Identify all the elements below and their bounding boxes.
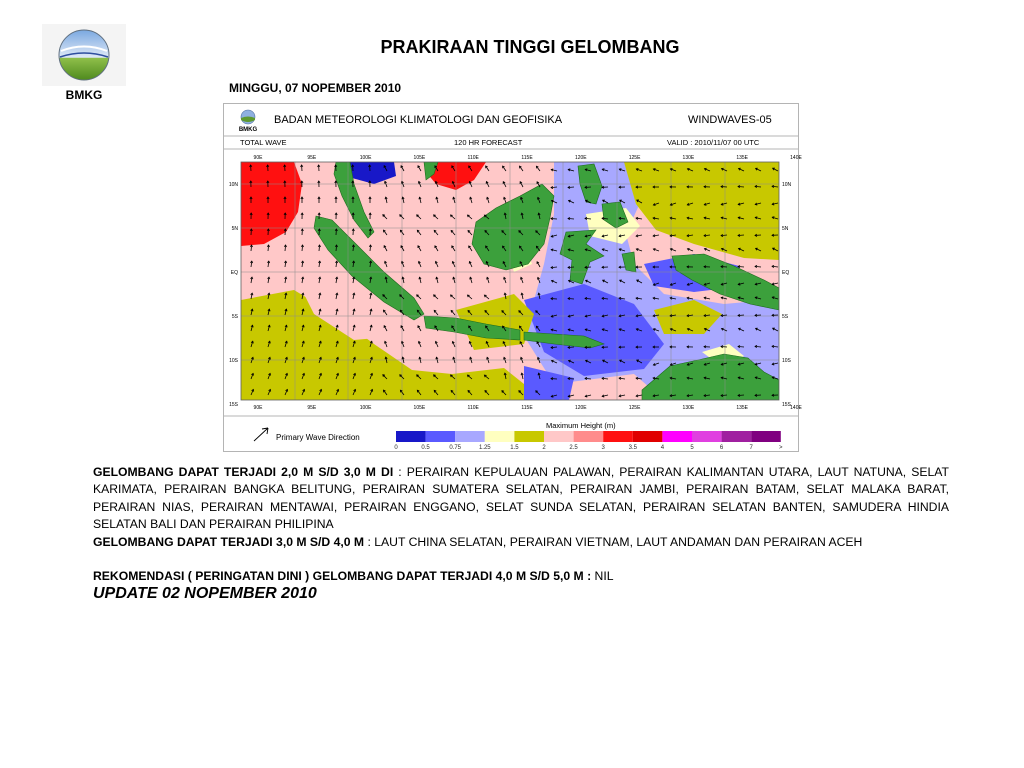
- longitude-label: 130E: [682, 405, 695, 411]
- height-scale-ticks: [394, 445, 783, 451]
- height-scale-swatch: [426, 431, 456, 442]
- note-wave-2-3m: [93, 464, 949, 534]
- latitude-label: EQ: [782, 270, 790, 276]
- wave-forecast-map: [223, 103, 802, 452]
- height-scale-swatch: [633, 431, 663, 442]
- longitude-label: 120E: [574, 405, 587, 411]
- early-warning-recommendation: [93, 568, 949, 585]
- latitude-label: 5N: [231, 226, 238, 232]
- map-subheader-right: VALID : 2010/11/07 00 UTC: [667, 138, 760, 147]
- forecast-notes: [93, 464, 949, 603]
- early-warning-value: NIL: [591, 569, 614, 584]
- latitude-label: 5S: [782, 314, 789, 320]
- longitude-label: 115E: [521, 405, 533, 411]
- height-scale-swatch: [692, 431, 722, 442]
- page-title: PRAKIRAAN TINGGI GELOMBANG: [380, 37, 680, 57]
- height-scale-swatch: [455, 431, 485, 442]
- height-scale-swatch: [751, 431, 781, 442]
- longitude-label: 95E: [307, 155, 317, 161]
- longitude-label: 100E: [359, 405, 372, 411]
- longitude-label: 110E: [467, 155, 479, 161]
- longitude-label: 135E: [736, 155, 749, 161]
- height-scale-tick: 1.5: [510, 445, 519, 451]
- height-scale-swatch: [722, 431, 752, 442]
- longitude-label: 125E: [628, 405, 641, 411]
- height-scale-tick: 0.75: [449, 445, 462, 451]
- longitude-label: 105E: [413, 155, 426, 161]
- map-agency-title: BADAN METEOROLOGI KLIMATOLOGI DAN GEOFISIKA: [274, 114, 563, 126]
- primary-wave-direction-legend: [254, 428, 360, 442]
- latitude-labels-right: [782, 182, 792, 408]
- latitude-label: 15S: [782, 402, 791, 408]
- longitude-label: 140E: [790, 155, 802, 161]
- latitude-label: 10N: [782, 182, 792, 188]
- height-color-scale: [396, 431, 781, 442]
- height-scale-tick: 5: [690, 445, 694, 451]
- note-wave-3-4m-heading: GELOMBANG DAPAT TERJADI 3,0 M S/D 4,0 M: [93, 534, 365, 549]
- height-scale-swatch: [485, 431, 515, 442]
- bmkg-small-logo: [239, 110, 258, 133]
- height-scale-tick: 2.5: [569, 445, 578, 451]
- latitude-label: 10S: [229, 358, 238, 364]
- longitude-labels-bottom: [254, 405, 803, 411]
- longitude-labels-top: [254, 155, 803, 161]
- height-scale-swatch: [574, 431, 604, 442]
- latitude-label: 5N: [782, 226, 789, 232]
- early-warning-heading: REKOMENDASI ( PERINGATAN DINI ) GELOMBANG DAPAT TERJADI 4,0 M S/D 5,0 M :: [93, 569, 592, 584]
- longitude-label: 120E: [574, 155, 587, 161]
- latitude-labels-left: [229, 182, 239, 408]
- height-scale-swatch: [514, 431, 544, 442]
- bmkg-logo: [42, 24, 126, 86]
- longitude-label: 135E: [736, 405, 749, 411]
- longitude-label: 115E: [521, 155, 533, 161]
- longitude-label: 90E: [253, 405, 263, 411]
- longitude-label: 100E: [359, 155, 372, 161]
- note-wave-3-4m-areas: : LAUT CHINA SELATAN, PERAIRAN VIETNAM, LAUT ANDAMAN DAN PERAIRAN ACEH: [364, 534, 863, 549]
- latitude-label: EQ: [230, 270, 238, 276]
- height-scale-tick: 0: [394, 445, 398, 451]
- height-scale-swatch: [396, 431, 426, 442]
- longitude-label: 95E: [307, 405, 317, 411]
- longitude-label: 125E: [628, 155, 641, 161]
- wave-height-field: [241, 162, 779, 400]
- height-scale-title: Maximum Height (m): [546, 421, 616, 430]
- height-scale-swatch: [662, 431, 692, 442]
- height-scale-tick: 6: [719, 445, 724, 451]
- wave-direction-legend-label: Primary Wave Direction: [276, 433, 360, 442]
- map-subheader-middle: 120 HR FORECAST: [454, 138, 523, 147]
- longitude-label: 110E: [467, 405, 479, 411]
- longitude-label: 140E: [790, 405, 802, 411]
- height-scale-swatch: [544, 431, 574, 442]
- height-scale-tick: >: [779, 445, 783, 451]
- latitude-label: 5S: [231, 314, 238, 320]
- update-date: UPDATE 02 NOPEMBER 2010: [93, 585, 317, 603]
- note-wave-2-3m-areas: : PERAIRAN KEPULAUAN PALAWAN, PERAIRAN KALIMANTAN UTARA, LAUT NATUNA, SELAT KARIMATA, PERAIRAN BANGKA BELITUNG, PERAIRAN SUMATERA SELATAN, PERAIRAN JAMBI, PERAIRAN BATAM, SELAT MALAKA BARAT, PERAIRAN NIAS, PERAIRAN MENTAWAI, PERAIRAN ENGGANO, SELAT SUNDA SELATAN, PERAIRAN SELATAN BANTEN, SAMUDERA HINDIA SELATAN BALI DAN PERAIRAN PHILIPINA: [93, 465, 949, 532]
- latitude-label: 10S: [782, 358, 791, 364]
- height-scale-tick: 2: [542, 445, 546, 451]
- height-scale-tick: 0.5: [421, 445, 430, 451]
- latitude-label: 15S: [229, 402, 238, 408]
- map-logo-text: BMKG: [238, 127, 258, 133]
- height-scale-tick: 3.5: [628, 445, 637, 451]
- height-scale-tick: 1.25: [478, 445, 491, 451]
- forecast-date: MINGGU, 07 NOPEMBER 2010: [229, 81, 402, 95]
- note-wave-2-3m-heading: GELOMBANG DAPAT TERJADI 2,0 M S/D 3,0 M DI: [93, 465, 394, 479]
- map-product-name: WINDWAVES-05: [688, 114, 772, 126]
- longitude-label: 130E: [682, 155, 695, 161]
- height-scale-tick: 3: [601, 445, 605, 451]
- note-wave-3-4m: [93, 534, 949, 551]
- height-scale-swatch: [603, 431, 633, 442]
- longitude-label: 90E: [253, 155, 263, 161]
- height-scale-tick: 7: [749, 445, 753, 451]
- latitude-label: 10N: [228, 182, 238, 188]
- longitude-label: 105E: [413, 405, 426, 411]
- map-subheader-left: TOTAL WAVE: [240, 138, 287, 147]
- bmkg-logo-text: BMKG: [65, 88, 103, 102]
- height-scale-tick: 4: [660, 445, 665, 451]
